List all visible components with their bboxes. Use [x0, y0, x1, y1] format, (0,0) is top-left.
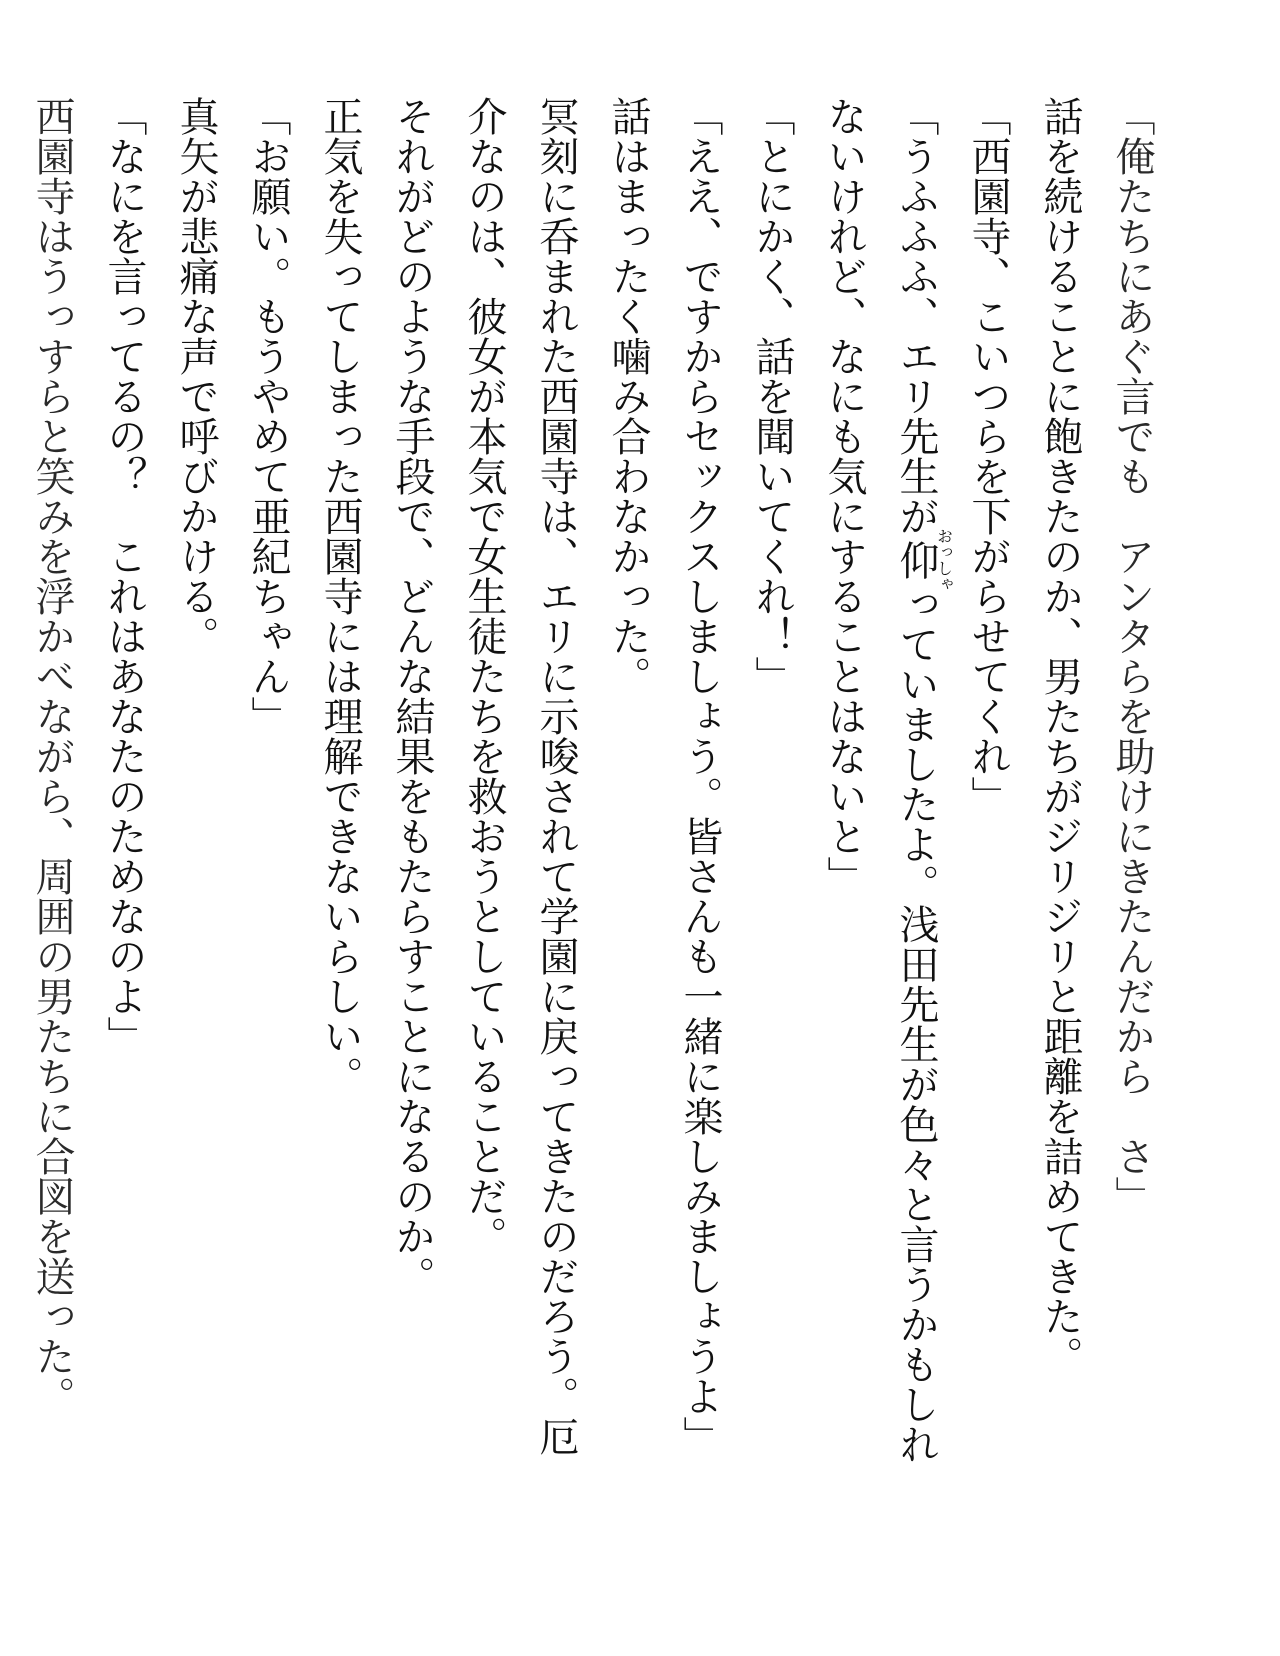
vertical-text-body — [16, 96, 1168, 1556]
text-line: 正気を失ってしまった西園寺には理解できないらしい。 — [317, 96, 363, 1096]
text-segment: 「うふふふ、エリ先生が — [893, 96, 939, 536]
text-line: 「お願い。もうやめて亜紀ちゃん」 — [245, 96, 291, 736]
text-line: 介なのは、彼女が本気で女生徒たちを救おうとしていることだ。 — [461, 96, 507, 1256]
text-line: 「ええ、ですからセックスしましょう。皆さんも一緒に楽しみましょうよ」 — [677, 96, 723, 1456]
text-line: 「俺たちにあぐ言でも アンタらを助けにきたんだから さ」 — [1109, 96, 1155, 1216]
text-segment: っていましたよ。浅田先生が色々と言うかもしれ — [893, 584, 939, 1464]
ruby-reading: おっしゃ — [934, 528, 954, 592]
text-line-with-ruby — [880, 96, 952, 1556]
text-line: ないけれど、なにも気にすることはないと」 — [821, 96, 867, 896]
ruby-annotation — [893, 528, 954, 592]
text-line: 真矢が悲痛な声で呼びかける。 — [173, 96, 219, 656]
text-line: 話を続けることに飽きたのか、男たちがジリジリと距離を詰めてきた。 — [1037, 96, 1083, 1376]
text-line: 「なにを言ってるの？ これはあなたのためなのよ」 — [101, 96, 147, 1056]
text-line: 「西園寺、こいつらを下がらせてくれ」 — [965, 96, 1011, 816]
ruby-base: 仰 — [893, 528, 939, 592]
text-line: 「とにかく、話を聞いてくれ！」 — [749, 96, 795, 696]
text-line: 冥刻に呑まれた西園寺は、エリに示唆されて学園に戻ってきたのだろう。厄 — [533, 96, 579, 1456]
text-line: 話はまったく噛み合わなかった。 — [605, 96, 651, 696]
text-line: それがどのような手段で、どんな結果をもたらすことになるのか。 — [389, 96, 435, 1296]
text-line: 西園寺はうっすらと笑みを浮かべながら、周囲の男たちに合図を送った。 — [29, 96, 75, 1416]
